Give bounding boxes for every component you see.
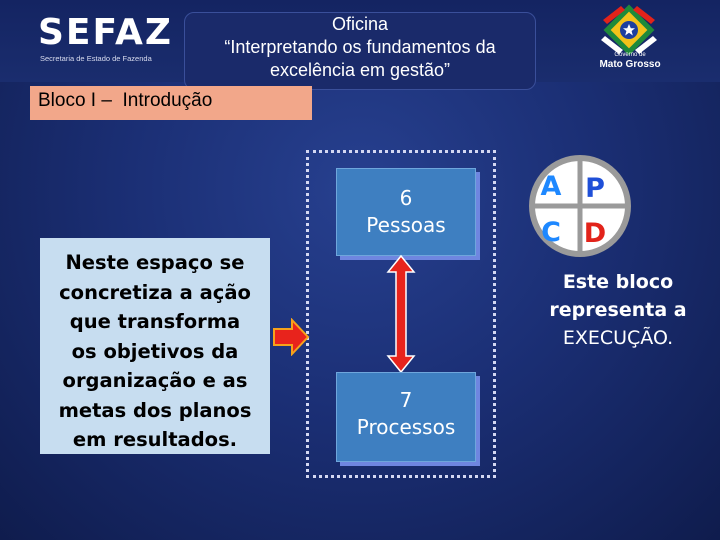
left-note-line: organização e as: [62, 369, 248, 392]
sefaz-logo: [38, 12, 173, 63]
process-box-label: Processos: [356, 415, 456, 439]
right-arrow-icon: [272, 318, 310, 356]
people-box: [336, 168, 476, 256]
left-note-line: os objetivos da: [71, 339, 239, 363]
pdca-letter-a: A: [540, 171, 562, 202]
people-box-label: Pessoas: [366, 213, 446, 237]
left-note-line: concretiza a ação: [59, 280, 251, 304]
mato-grosso-caption-big: Mato Grosso: [599, 59, 661, 70]
mato-grosso-caption-small: Governo de: [614, 52, 646, 58]
section-label: Bloco I – Introdução: [38, 90, 213, 111]
pdca-letter-p: P: [585, 173, 605, 204]
people-box-number: 6: [399, 186, 413, 210]
process-box: [336, 372, 476, 462]
pdca-letter-c: C: [541, 217, 561, 248]
title-line-1: Oficina: [331, 14, 389, 34]
left-note-line: em resultados.: [72, 428, 238, 451]
left-note-line: Neste espaço se: [65, 251, 245, 274]
right-note-line-3: EXECUÇÃO.: [562, 327, 674, 349]
sefaz-subtitle: Secretaria de Estado de Fazenda: [40, 54, 152, 63]
left-note-line: metas dos planos: [58, 398, 252, 422]
right-note-line-1: Este bloco: [562, 271, 674, 293]
right-note-line-2: representa a: [549, 299, 687, 321]
title-line-2: “Interpretando os fundamentos da: [224, 37, 496, 57]
sefaz-wordmark: SEFAZ: [38, 12, 173, 53]
section-label-box: [30, 86, 312, 120]
double-arrow-icon: [378, 254, 424, 374]
process-box-number: 7: [399, 388, 413, 412]
workshop-title-box: [184, 12, 536, 90]
mato-grosso-caption: [594, 52, 666, 71]
left-note-text: [40, 248, 270, 455]
title-line-3: excelência em gestão”: [269, 60, 451, 80]
pdca-letter-d: D: [583, 218, 607, 249]
left-note-box: [40, 238, 270, 454]
right-note: [530, 268, 706, 352]
left-note-line: que transforma: [69, 310, 241, 333]
